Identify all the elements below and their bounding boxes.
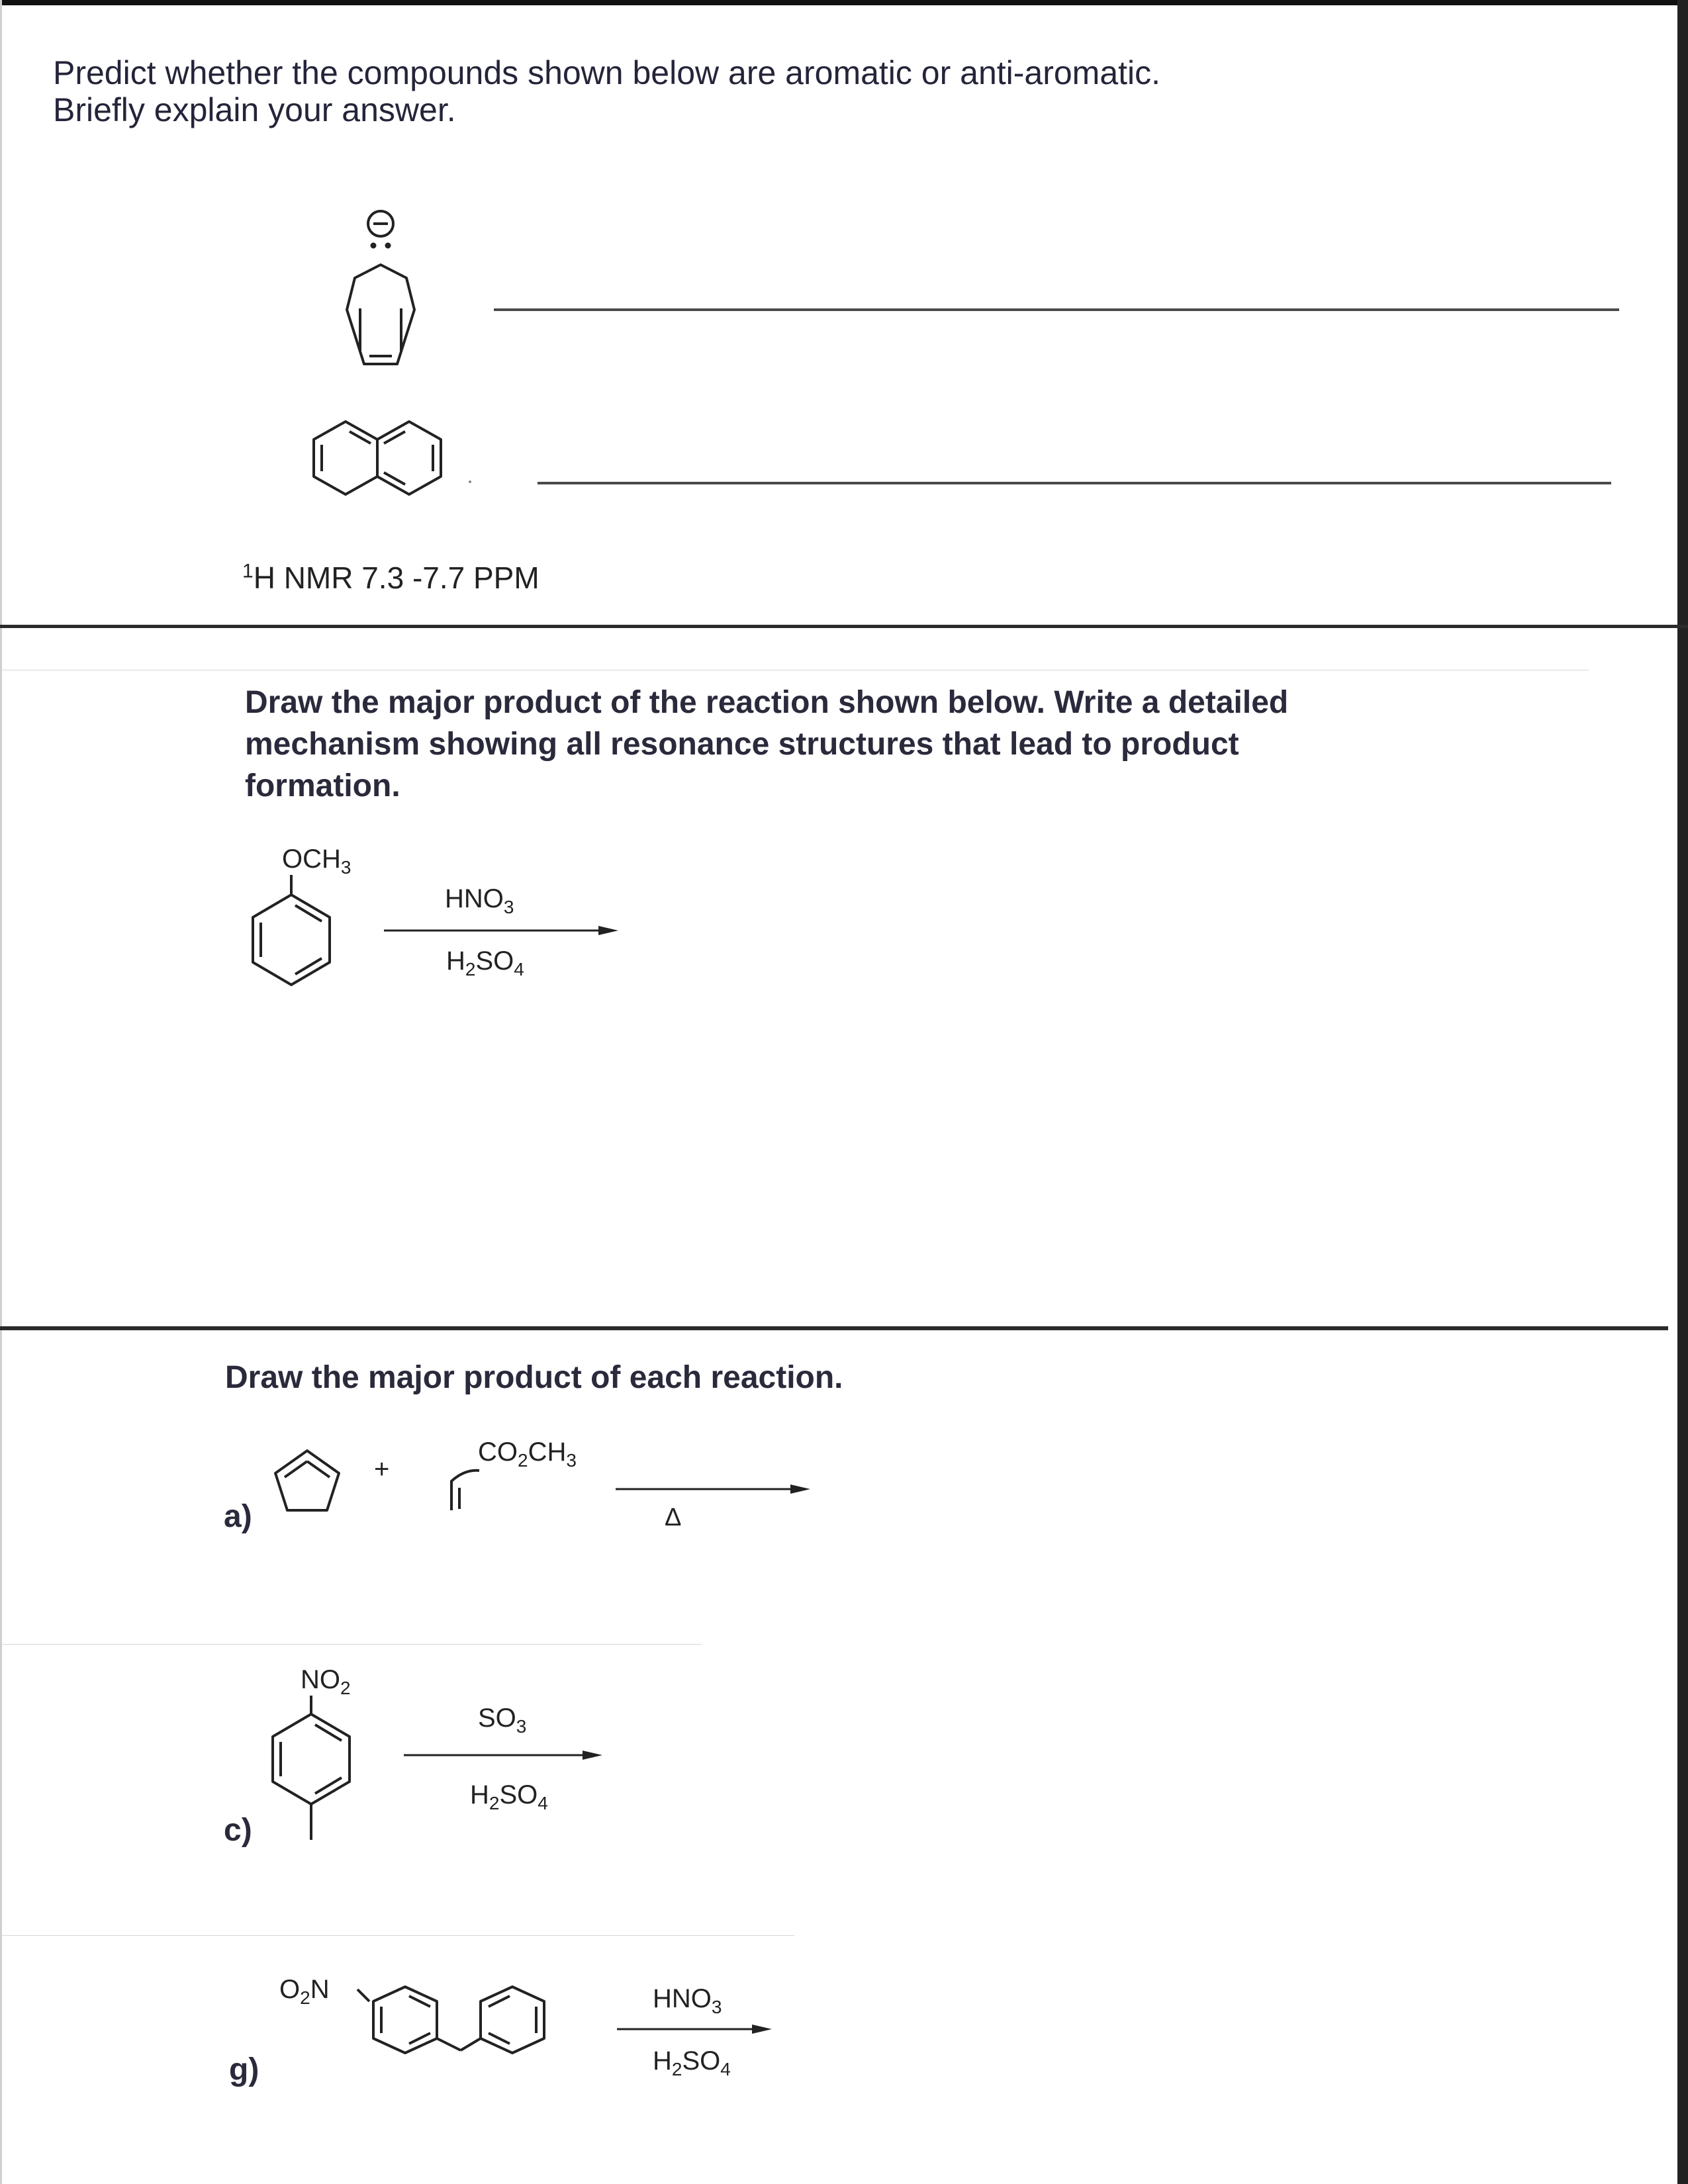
part-c-reagent-top-text: SO bbox=[478, 1704, 516, 1733]
part-a-reaction-arrow bbox=[614, 1481, 813, 1497]
section-divider-1 bbox=[0, 625, 1688, 628]
part-c-label: c) bbox=[224, 1813, 252, 1848]
part-c-reagent-bottom bbox=[470, 1780, 548, 1814]
part-c-reaction-arrow bbox=[402, 1747, 605, 1763]
nitrodiphenylmethane-structure bbox=[344, 1972, 583, 2071]
part-g-reagent-top-sub: 3 bbox=[711, 1997, 722, 2017]
part-g-nitro-text-2: N bbox=[310, 1975, 330, 2004]
q2-reagent-top bbox=[445, 884, 514, 918]
q1-prompt bbox=[53, 54, 1311, 128]
methyl-ester-label bbox=[478, 1437, 577, 1471]
part-g-substituent-label bbox=[279, 1975, 330, 2009]
nmr-superscript: 1 bbox=[242, 560, 254, 582]
nitro-sub: 2 bbox=[340, 1678, 351, 1698]
naphthalene-structure bbox=[291, 410, 490, 516]
q2-prompt-line-2: mechanism showing all resonance structures that lead to product bbox=[245, 727, 1239, 762]
part-c-reagent-top bbox=[478, 1704, 526, 1737]
cyclopentadiene-structure bbox=[265, 1443, 351, 1522]
q2-reagent-bottom-sub-1: 2 bbox=[465, 959, 476, 979]
part-g-reagent-bottom bbox=[653, 2046, 731, 2080]
q3-heading: Draw the major product of each reaction. bbox=[225, 1360, 843, 1395]
part-c-reagent-bottom-sub-2: 4 bbox=[538, 1793, 548, 1813]
part-g-reagent-bottom-sub-2: 4 bbox=[720, 2059, 731, 2079]
och-text: OCH bbox=[282, 844, 341, 874]
part-a-heat-symbol: Δ bbox=[665, 1504, 682, 1531]
q1-prompt-line-1: Predict whether the compounds shown below are aromatic or anti-aromatic. bbox=[53, 54, 1161, 91]
part-g-nitro-sub: 2 bbox=[300, 1987, 310, 2008]
q1-prompt-line-2: Briefly explain your answer. bbox=[53, 91, 456, 128]
answer-line-1 bbox=[494, 308, 1619, 311]
section-divider-2 bbox=[0, 1326, 1668, 1330]
q2-reagent-bottom bbox=[446, 946, 524, 980]
part-c-reagent-top-sub: 3 bbox=[516, 1716, 527, 1737]
nmr-label bbox=[242, 560, 539, 596]
ester-co-sub: 2 bbox=[518, 1450, 528, 1471]
q2-reagent-bottom-text-2: SO bbox=[475, 946, 514, 976]
anisole-ring-structure bbox=[245, 874, 344, 993]
p-nitrotoluene-structure bbox=[265, 1694, 364, 1846]
ester-ch-text: CH bbox=[528, 1437, 567, 1467]
part-g-reagent-bottom-sub-1: 2 bbox=[671, 2059, 682, 2079]
ester-ch-sub: 3 bbox=[566, 1450, 577, 1471]
q2-reagent-bottom-sub-2: 4 bbox=[514, 959, 524, 979]
part-g-reagent-top bbox=[653, 1984, 722, 2018]
q2-reagent-top-text: HNO bbox=[445, 884, 504, 913]
answer-line-2 bbox=[538, 482, 1611, 484]
q2-prompt-line-1: Draw the major product of the reaction shown below. Write a detailed bbox=[245, 685, 1289, 720]
cycloheptatrienyl-anion-structure bbox=[305, 199, 463, 384]
q2-reaction-arrow bbox=[383, 923, 621, 938]
part-c-reagent-bottom-text-1: H bbox=[470, 1780, 489, 1809]
part-g-reagent-bottom-text-2: SO bbox=[682, 2046, 721, 2075]
part-g-reaction-arrow bbox=[616, 2021, 774, 2037]
part-g-reagent-top-text: HNO bbox=[653, 1984, 712, 2013]
part-g-reagent-bottom-text-1: H bbox=[653, 2046, 672, 2075]
scan-line-3 bbox=[0, 1935, 794, 1936]
scan-right-edge bbox=[1677, 0, 1688, 2184]
scan-top-edge bbox=[0, 0, 1688, 5]
nitro-text: NO bbox=[301, 1665, 340, 1694]
q2-reagent-top-sub: 3 bbox=[503, 897, 514, 917]
q2-reagent-bottom-text-1: H bbox=[446, 946, 465, 976]
och-subscript: 3 bbox=[340, 857, 352, 878]
part-g-nitro-text-1: O bbox=[279, 1975, 301, 2004]
part-a-label: a) bbox=[224, 1499, 252, 1534]
scan-line-2 bbox=[0, 1644, 702, 1645]
part-a-plus: + bbox=[374, 1455, 390, 1484]
q2-prompt bbox=[245, 682, 1436, 807]
nmr-text: H NMR 7.3 -7.7 PPM bbox=[253, 561, 539, 595]
part-g-label: g) bbox=[229, 2052, 259, 2087]
ester-co-text: CO bbox=[478, 1437, 518, 1467]
part-c-reagent-bottom-text-2: SO bbox=[499, 1780, 538, 1809]
part-c-reagent-bottom-sub-1: 2 bbox=[489, 1793, 500, 1813]
scan-left-edge bbox=[0, 0, 2, 2184]
q2-prompt-line-3: formation. bbox=[245, 768, 400, 803]
